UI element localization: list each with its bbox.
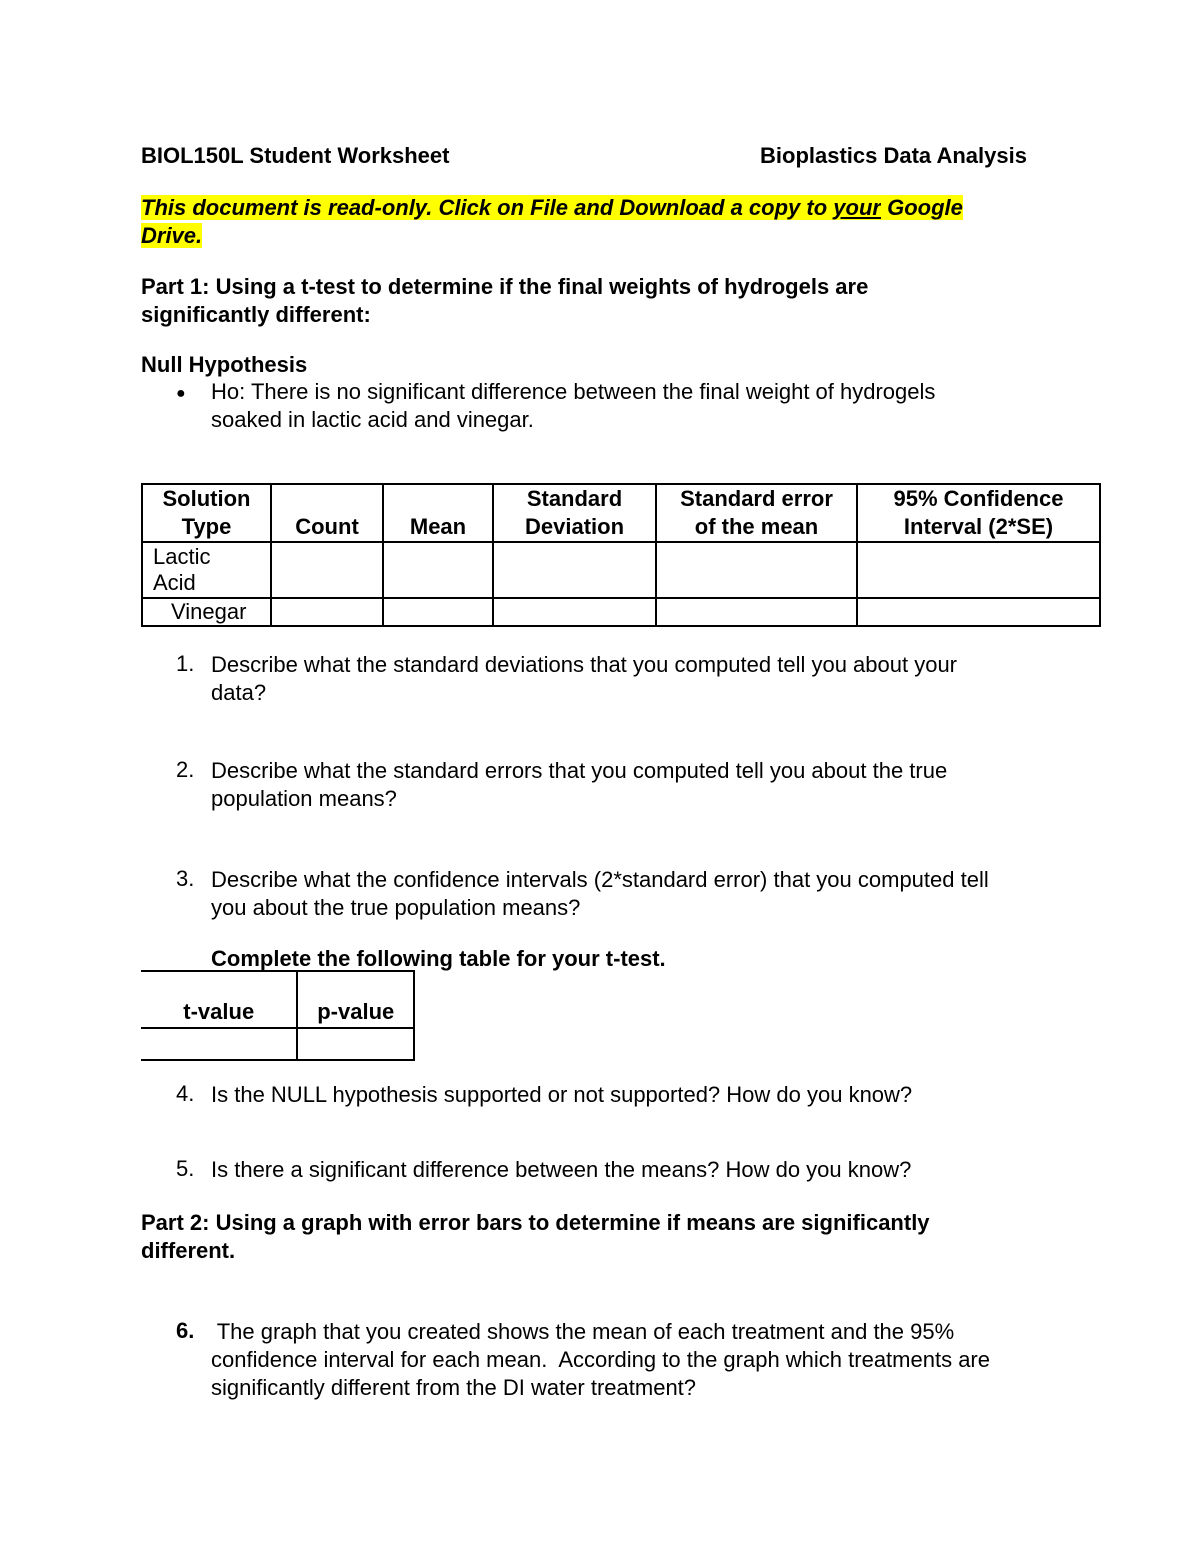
cell-lactic-count[interactable]: [271, 542, 383, 598]
question-3-text: Describe what the confidence intervals (2*standard error) that you computed tell you about the true population means?: [211, 867, 989, 920]
table-header-row: [142, 484, 1100, 542]
cell-vinegar-se[interactable]: [656, 598, 857, 626]
part1-heading: [141, 273, 868, 329]
table-row: [142, 542, 1100, 598]
cell-lactic-ci[interactable]: [857, 542, 1100, 598]
cell-vinegar-mean[interactable]: [383, 598, 493, 626]
null-hypothesis-line1: Ho: There is no significant difference between the final weight of hydrogels: [211, 379, 936, 404]
notice-text-part1: This document is read-only. Click on File and Download a copy to: [141, 195, 834, 220]
header-count: Count: [271, 484, 383, 542]
question-1-text: Describe what the standard deviations that you computed tell you about your data?: [211, 652, 958, 705]
cell-t-value[interactable]: [141, 1028, 297, 1060]
cell-vinegar-count[interactable]: [271, 598, 383, 626]
header-t-value: t-value: [141, 971, 297, 1028]
notice-text-line2: Drive.: [141, 223, 203, 248]
header-standard-deviation: Standard Deviation: [493, 484, 656, 542]
notice-text-part2: Google: [880, 195, 963, 220]
cell-lactic-mean[interactable]: [383, 542, 493, 598]
bullet-icon: ●: [176, 385, 186, 402]
question-5-text: Is there a significant difference between the means? How do you know?: [211, 1157, 912, 1182]
ttest-header-row: [141, 971, 414, 1028]
cell-lactic-sd[interactable]: [493, 542, 656, 598]
part1-heading-line1: Part 1: Using a t-test to determine if the final weights of hydrogels are: [141, 274, 869, 299]
cell-p-value[interactable]: [297, 1028, 414, 1060]
question-2-number: 2.: [176, 757, 195, 782]
part2-heading: [141, 1209, 930, 1265]
row-label-lactic-acid: Lactic Acid: [142, 542, 271, 598]
row-label-vinegar: Vinegar: [142, 598, 271, 626]
question-4-text: Is the NULL hypothesis supported or not supported? How do you know?: [211, 1082, 913, 1107]
document-subject: Bioplastics Data Analysis: [760, 143, 1027, 168]
question-1-number: 1.: [176, 651, 195, 676]
part1-heading-line2: significantly different:: [141, 302, 371, 327]
header-mean: Mean: [383, 484, 493, 542]
header-standard-error: Standard error of the mean: [656, 484, 857, 542]
question-3-number: 3.: [176, 866, 195, 891]
part2-heading-line2: different.: [141, 1238, 236, 1263]
question-6-number: 6.: [176, 1318, 195, 1343]
cell-lactic-se[interactable]: [656, 542, 857, 598]
cell-vinegar-ci[interactable]: [857, 598, 1100, 626]
header-confidence-interval: 95% Confidence Interval (2*SE): [857, 484, 1100, 542]
cell-vinegar-sd[interactable]: [493, 598, 656, 626]
question-5-number: 5.: [176, 1156, 195, 1181]
question-6-text: The graph that you created shows the mean of each treatment and the 95% confidence interval for each mean. According to the graph which treatments are significantly different from the DI water treatment?: [211, 1319, 990, 1400]
part2-heading-line1: Part 2: Using a graph with error bars to determine if means are significantly: [141, 1210, 930, 1235]
table-row: [142, 598, 1100, 626]
summary-statistics-table: [141, 483, 1101, 627]
ttest-table: [141, 970, 415, 1061]
notice-underlined-word: your: [833, 195, 881, 220]
null-hypothesis-statement: [211, 378, 935, 434]
course-title: BIOL150L Student Worksheet: [141, 143, 450, 168]
question-4-number: 4.: [176, 1081, 195, 1106]
null-hypothesis-heading: Null Hypothesis: [141, 352, 308, 377]
question-2-text: Describe what the standard errors that you computed tell you about the true population means?: [211, 758, 948, 811]
null-hypothesis-line2: soaked in lactic acid and vinegar.: [211, 407, 534, 432]
header-p-value: p-value: [297, 971, 414, 1028]
header-solution-type: Solution Type: [142, 484, 271, 542]
ttest-instruction: Complete the following table for your t-test.: [211, 946, 666, 971]
read-only-notice: [141, 194, 963, 250]
ttest-value-row: [141, 1028, 414, 1060]
